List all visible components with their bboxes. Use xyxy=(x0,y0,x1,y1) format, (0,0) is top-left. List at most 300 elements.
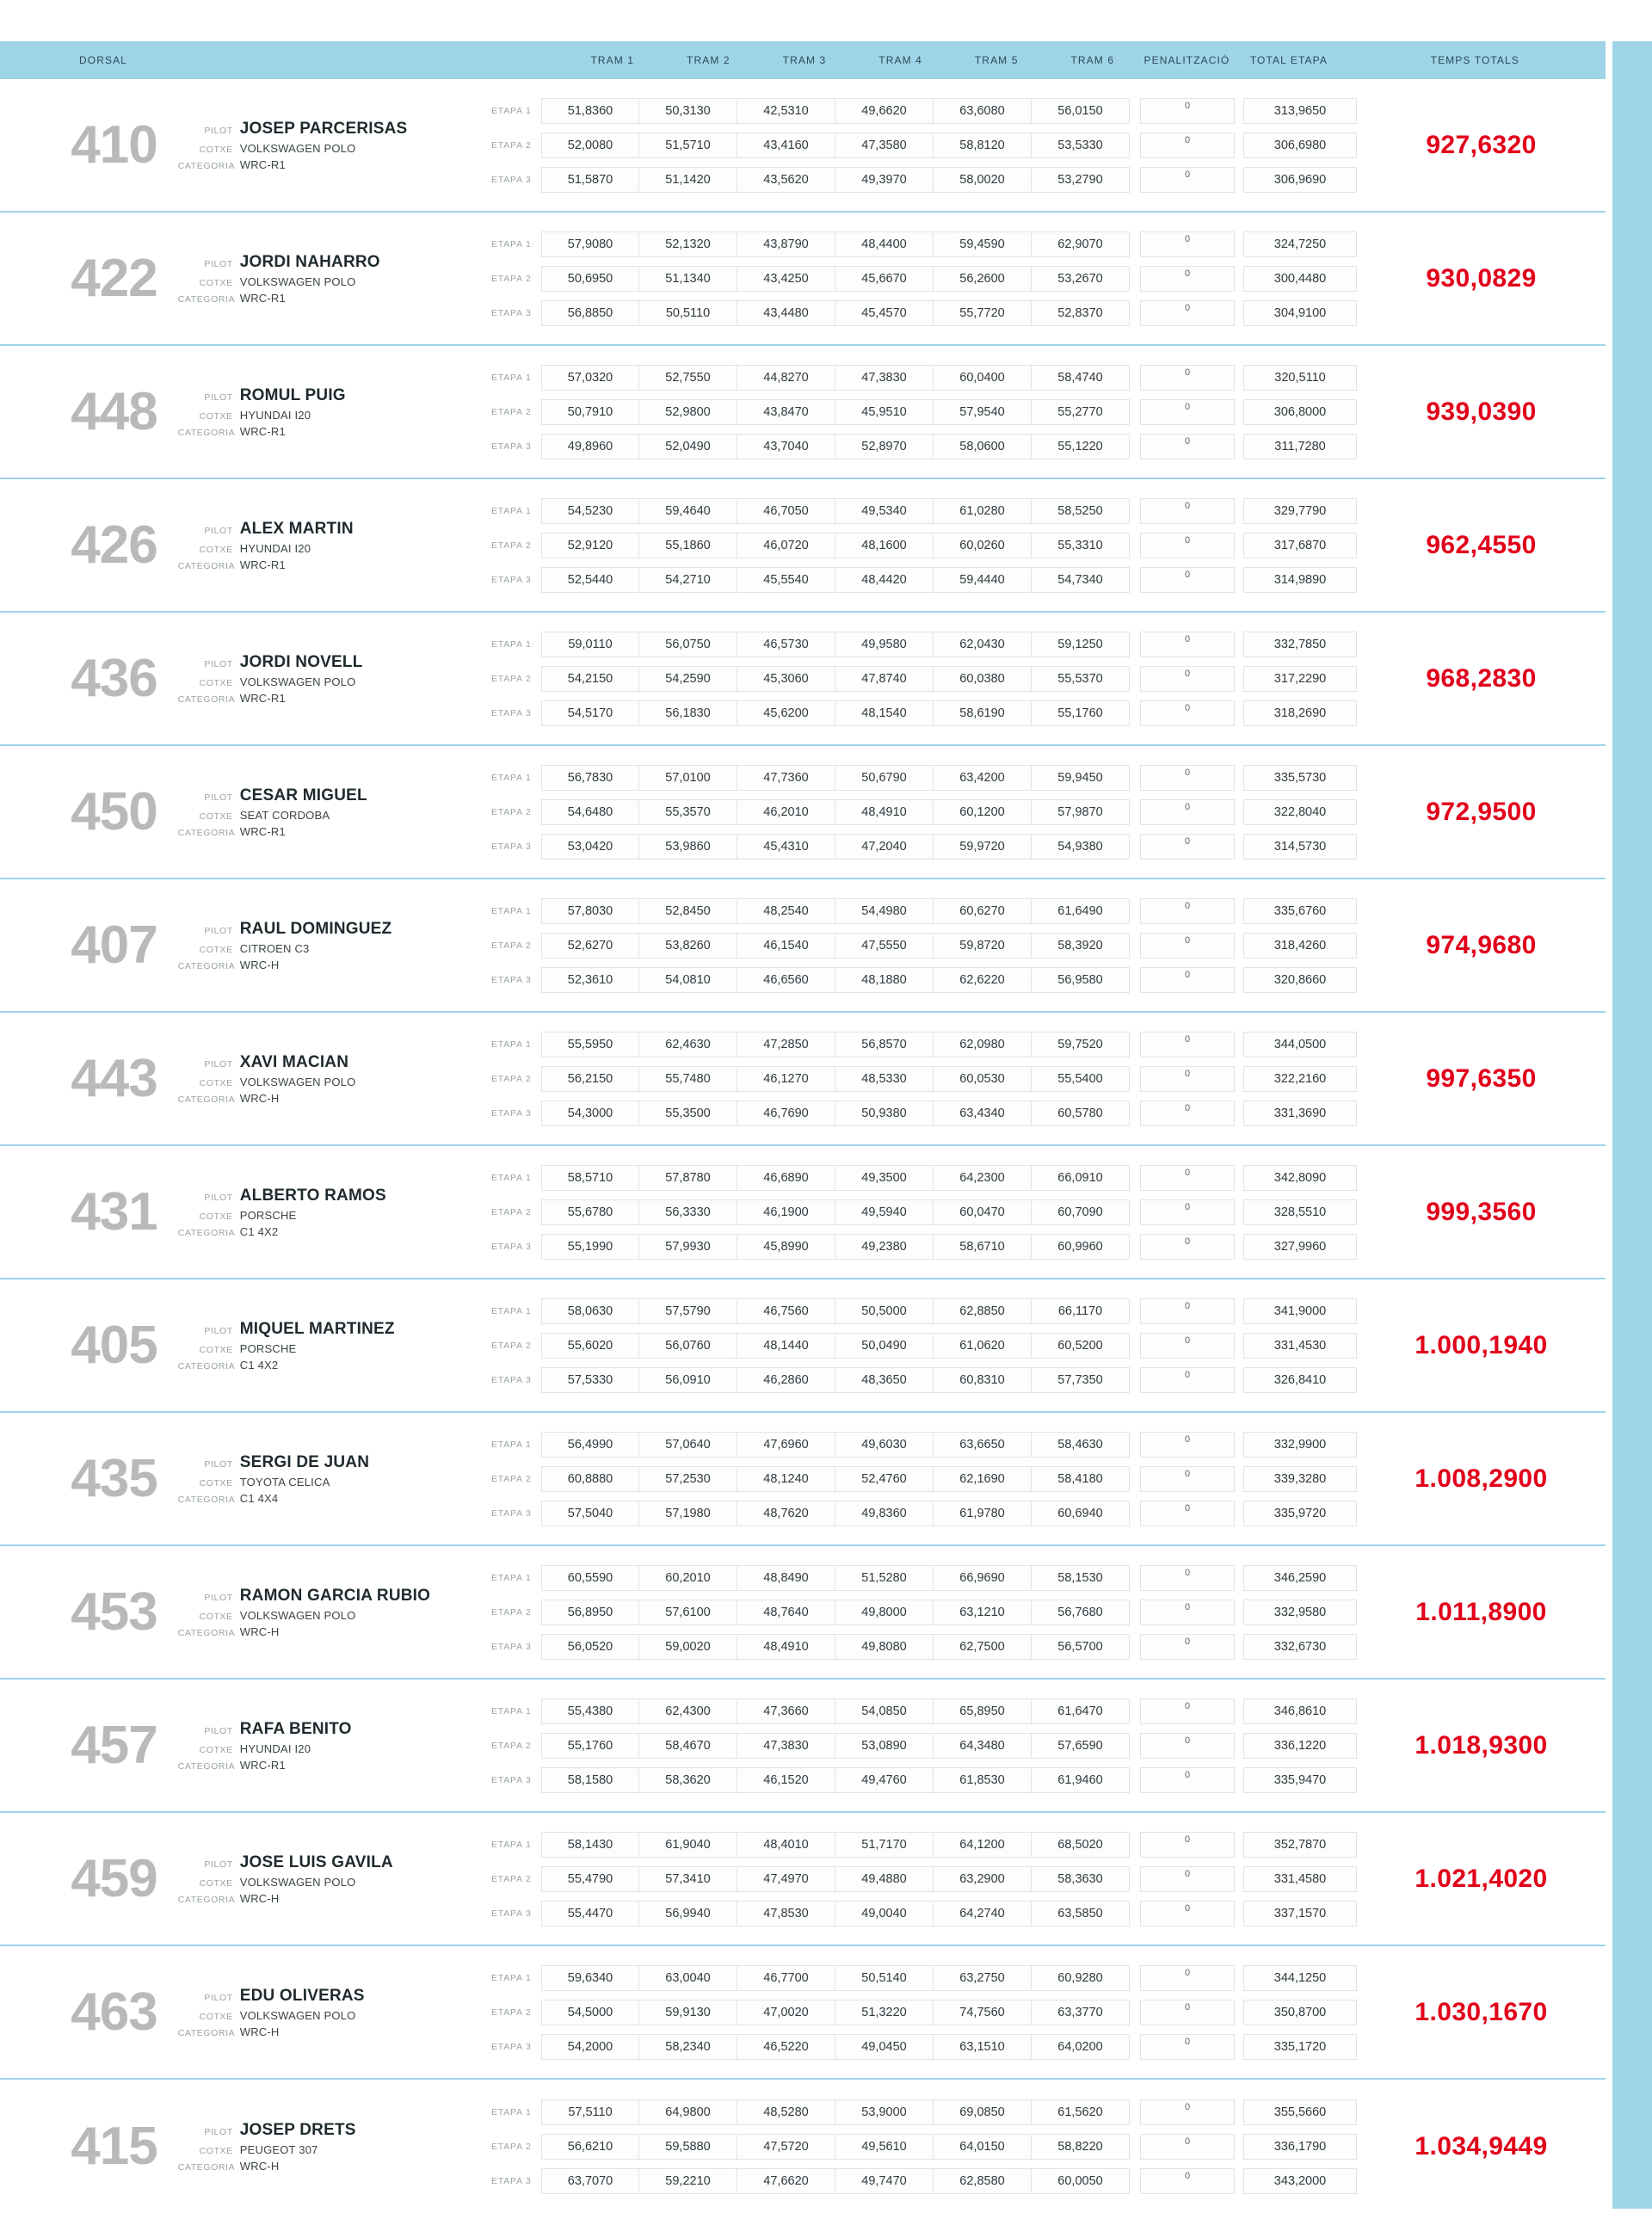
tram-time-cell: 52,8970 xyxy=(835,434,934,459)
stage-label: ETAPA 3 xyxy=(491,1774,532,1785)
label-categoria: CATEGORIA xyxy=(177,2027,236,2038)
tram-time-cell: 54,4980 xyxy=(835,898,934,924)
penalty-cell: 0 xyxy=(1140,2134,1235,2160)
tram-time-cell: 58,3630 xyxy=(1032,1866,1130,1892)
penalty-cell: 0 xyxy=(1140,666,1235,692)
stage-row xyxy=(483,1828,1357,1862)
info-line-pilot xyxy=(178,1187,483,1205)
tram-time-cell: 59,4590 xyxy=(934,231,1032,257)
label-pilot: PILOT xyxy=(204,391,233,403)
stage-row xyxy=(483,296,1357,330)
stage-total-cell: 335,1720 xyxy=(1243,2034,1357,2060)
tram-time-cell: 45,6200 xyxy=(737,700,835,726)
tram-time-cell: 69,0850 xyxy=(934,2099,1032,2125)
total-time-cell xyxy=(1357,1813,1606,1945)
dorsal-cell xyxy=(0,213,170,344)
tram-time-cell: 62,9070 xyxy=(1032,231,1130,257)
tram-time-cell: 57,9540 xyxy=(934,399,1032,425)
tram-time-cell: 63,3770 xyxy=(1032,2000,1130,2025)
penalty-cell: 0 xyxy=(1140,1199,1235,1225)
tram-time-cell: 59,6340 xyxy=(541,1965,639,1991)
tram-time-cell: 50,3130 xyxy=(639,98,737,124)
dorsal-number: 443 xyxy=(71,1048,157,1108)
stage-label: ETAPA 1 xyxy=(491,1972,532,1983)
stage-row xyxy=(483,795,1357,829)
penalty-cell: 0 xyxy=(1140,1565,1235,1591)
stage-total-cell: 306,8000 xyxy=(1243,399,1357,425)
stage-label: ETAPA 2 xyxy=(491,1340,532,1351)
tram-time-cell: 57,6590 xyxy=(1032,1733,1130,1759)
tram-time-cell: 59,9450 xyxy=(1032,765,1130,791)
tram-time-cell: 54,7340 xyxy=(1032,567,1130,593)
tram-time-cell: 57,9930 xyxy=(639,1234,737,1260)
stage-label: ETAPA 3 xyxy=(491,174,532,185)
stage-label: ETAPA 3 xyxy=(491,1641,532,1652)
tram-time-cell: 48,3650 xyxy=(835,1367,934,1393)
tram-time-cell: 43,8790 xyxy=(737,231,835,257)
label-pilot: PILOT xyxy=(204,525,233,536)
penalty-cell: 0 xyxy=(1140,1901,1235,1926)
label-pilot: PILOT xyxy=(204,792,233,803)
tram-time-cell: 63,4200 xyxy=(934,765,1032,791)
info-line-pilot xyxy=(178,786,483,805)
tram-time-cell: 62,0980 xyxy=(934,1032,1032,1057)
value-categoria: WRC-R1 xyxy=(239,157,286,171)
tram-time-cell: 43,4250 xyxy=(737,266,835,292)
table-row xyxy=(0,613,1606,746)
tram-time-cell: 46,1270 xyxy=(737,1066,835,1092)
tram-time-cell: 49,8360 xyxy=(835,1501,934,1526)
tram-time-cell: 56,8950 xyxy=(541,1600,639,1625)
label-pilot: PILOT xyxy=(204,2126,233,2137)
info-line-pilot xyxy=(178,1320,483,1339)
tram-time-cell: 65,8950 xyxy=(934,1698,1032,1724)
stage-row xyxy=(483,1294,1357,1328)
stage-row xyxy=(483,1027,1357,1062)
stage-total-cell: 355,5660 xyxy=(1243,2099,1357,2125)
tram-time-cell: 55,7720 xyxy=(934,300,1032,326)
tram-time-cell: 56,8570 xyxy=(835,1032,934,1057)
dorsal-cell xyxy=(0,1946,170,2078)
tram-time-cell: 58,0600 xyxy=(934,434,1032,459)
value-pilot: JOSEP PARCERISAS xyxy=(239,119,408,138)
tram-time-cell: 57,5790 xyxy=(639,1298,737,1324)
tram-time-cell: 43,4160 xyxy=(737,133,835,158)
tram-time-cell: 53,9000 xyxy=(835,2099,934,2125)
tram-time-cell: 59,9130 xyxy=(639,2000,737,2025)
driver-info xyxy=(170,613,483,744)
tram-time-cell: 47,6620 xyxy=(737,2168,835,2194)
tram-time-cell: 54,2710 xyxy=(639,567,737,593)
tram-time-cell: 57,0320 xyxy=(541,365,639,391)
stage-row xyxy=(483,1363,1357,1397)
tram-time-cell: 48,1600 xyxy=(835,533,934,558)
label-categoria: CATEGORIA xyxy=(177,560,236,571)
total-time-value: 999,3560 xyxy=(1426,1197,1537,1226)
stage-row xyxy=(483,1763,1357,1797)
stage-total-cell: 344,1250 xyxy=(1243,1965,1357,1991)
driver-info xyxy=(170,346,483,478)
table-header xyxy=(0,41,1606,79)
label-pilot: PILOT xyxy=(204,258,233,269)
label-categoria: CATEGORIA xyxy=(177,960,236,971)
penalty-cell: 0 xyxy=(1140,1032,1235,1057)
tram-time-cell: 52,1320 xyxy=(639,231,737,257)
table-row xyxy=(0,1413,1606,1546)
info-line-pilot xyxy=(178,920,483,939)
tram-time-cell: 42,5310 xyxy=(737,98,835,124)
stage-label: ETAPA 1 xyxy=(491,1572,532,1583)
total-time-cell xyxy=(1357,479,1606,611)
stage-total-cell: 326,8410 xyxy=(1243,1367,1357,1393)
tram-time-cell: 49,0040 xyxy=(835,1901,934,1926)
label-pilot: PILOT xyxy=(204,125,233,136)
stage-total-cell: 342,8090 xyxy=(1243,1165,1357,1191)
stage-total-cell: 352,7870 xyxy=(1243,1832,1357,1858)
stage-label: ETAPA 2 xyxy=(491,1606,532,1618)
tram-time-cell: 48,5280 xyxy=(737,2099,835,2125)
tram-time-cell: 48,4910 xyxy=(835,799,934,825)
dorsal-number: 457 xyxy=(71,1715,157,1775)
tram-time-cell: 50,6790 xyxy=(835,765,934,791)
tram-time-cell: 52,6270 xyxy=(541,933,639,959)
value-categoria: WRC-H xyxy=(239,1624,280,1638)
tram-time-cell: 57,8780 xyxy=(639,1165,737,1191)
tram-time-cell: 55,5370 xyxy=(1032,666,1130,692)
penalty-cell: 0 xyxy=(1140,2168,1235,2194)
tram-time-cell: 51,1340 xyxy=(639,266,737,292)
tram-time-cell: 58,3920 xyxy=(1032,933,1130,959)
dorsal-number: 435 xyxy=(71,1448,157,1508)
info-line-cotxe xyxy=(178,809,483,822)
tram-time-cell: 58,1430 xyxy=(541,1832,639,1858)
tram-time-cell: 56,9940 xyxy=(639,1901,737,1926)
value-pilot: ALBERTO RAMOS xyxy=(239,1186,386,1205)
tram-time-cell: 50,5140 xyxy=(835,1965,934,1991)
dorsal-number: 463 xyxy=(71,1982,157,2042)
value-cotxe: VOLKSWAGEN POLO xyxy=(239,1608,356,1622)
tram-time-cell: 59,7520 xyxy=(1032,1032,1130,1057)
tram-time-cell: 46,7050 xyxy=(737,498,835,524)
label-pilot: PILOT xyxy=(204,1458,233,1470)
total-time-cell xyxy=(1357,1680,1606,1811)
tram-time-cell: 64,0150 xyxy=(934,2134,1032,2160)
tram-time-cell: 54,3000 xyxy=(541,1100,639,1126)
stage-total-cell: 331,4580 xyxy=(1243,1866,1357,1892)
info-line-cotxe xyxy=(178,1609,483,1622)
tram-time-cell: 63,1510 xyxy=(934,2034,1032,2060)
results-rows xyxy=(0,79,1606,2213)
stage-row xyxy=(483,963,1357,997)
tram-time-cell: 60,0470 xyxy=(934,1199,1032,1225)
dorsal-number: 436 xyxy=(71,648,157,708)
tram-time-cell: 56,4990 xyxy=(541,1432,639,1458)
stage-total-cell: 318,2690 xyxy=(1243,700,1357,726)
value-categoria: WRC-R1 xyxy=(239,1758,286,1772)
tram-time-cell: 49,2380 xyxy=(835,1234,934,1260)
label-cotxe: COTXE xyxy=(199,1344,233,1355)
stage-row xyxy=(483,1328,1357,1363)
tram-time-cell: 48,4420 xyxy=(835,567,934,593)
info-line-cotxe xyxy=(178,1076,483,1088)
tram-time-cell: 58,2340 xyxy=(639,2034,737,2060)
tram-time-cell: 58,5710 xyxy=(541,1165,639,1191)
tram-time-cell: 63,7070 xyxy=(541,2168,639,2194)
tram-time-cell: 55,4790 xyxy=(541,1866,639,1892)
stage-label: ETAPA 3 xyxy=(491,1107,532,1119)
tram-time-cell: 62,0430 xyxy=(934,632,1032,657)
penalty-cell: 0 xyxy=(1140,1832,1235,1858)
dorsal-number: 453 xyxy=(71,1581,157,1642)
dorsal-cell xyxy=(0,1680,170,1811)
stage-total-cell: 317,6870 xyxy=(1243,533,1357,558)
stage-total-cell: 331,4530 xyxy=(1243,1333,1357,1359)
dorsal-number: 459 xyxy=(71,1848,157,1908)
tram-time-cell: 53,2790 xyxy=(1032,167,1130,193)
total-time-cell xyxy=(1357,1146,1606,1278)
stage-row xyxy=(483,696,1357,730)
stage-total-cell: 332,6730 xyxy=(1243,1634,1357,1660)
penalty-cell: 0 xyxy=(1140,399,1235,425)
tram-time-cell: 64,3480 xyxy=(934,1733,1032,1759)
tram-time-cell: 43,4480 xyxy=(737,300,835,326)
tram-time-cell: 63,6650 xyxy=(934,1432,1032,1458)
tram-time-cell: 61,5620 xyxy=(1032,2099,1130,2125)
header-tram-2: TRAM 2 xyxy=(687,54,730,66)
tram-time-cell: 56,5700 xyxy=(1032,1634,1130,1660)
tram-time-cell: 54,2150 xyxy=(541,666,639,692)
stage-total-cell: 314,9890 xyxy=(1243,567,1357,593)
stage-label: ETAPA 3 xyxy=(491,574,532,585)
tram-time-cell: 61,9040 xyxy=(639,1832,737,1858)
label-cotxe: COTXE xyxy=(199,1744,233,1755)
info-line-pilot xyxy=(178,1587,483,1606)
stage-label: ETAPA 1 xyxy=(491,1039,532,1050)
dorsal-cell xyxy=(0,613,170,744)
value-categoria: WRC-R1 xyxy=(239,558,286,571)
tram-time-cell: 57,0100 xyxy=(639,765,737,791)
penalty-cell: 0 xyxy=(1140,834,1235,860)
tram-time-cell: 50,5000 xyxy=(835,1298,934,1324)
tram-time-cell: 57,5040 xyxy=(541,1501,639,1526)
stage-total-cell: 328,5510 xyxy=(1243,1199,1357,1225)
stage-row xyxy=(483,1561,1357,1595)
tram-time-cell: 60,6940 xyxy=(1032,1501,1130,1526)
stage-row xyxy=(483,262,1357,296)
label-pilot: PILOT xyxy=(204,1992,233,2003)
label-pilot: PILOT xyxy=(204,1592,233,1603)
tram-time-cell: 51,5710 xyxy=(639,133,737,158)
dorsal-number: 450 xyxy=(71,781,157,841)
tram-time-cell: 55,1760 xyxy=(1032,700,1130,726)
tram-time-cell: 49,6620 xyxy=(835,98,934,124)
penalty-cell: 0 xyxy=(1140,300,1235,326)
table-row xyxy=(0,1813,1606,1946)
info-line-categoria xyxy=(178,1092,483,1105)
tram-time-cell: 45,8990 xyxy=(737,1234,835,1260)
tram-time-cell: 47,3830 xyxy=(737,1733,835,1759)
tram-time-cell: 58,4670 xyxy=(639,1733,737,1759)
stage-times-table xyxy=(483,79,1357,211)
stage-row xyxy=(483,1862,1357,1896)
driver-info xyxy=(170,1813,483,1945)
tram-time-cell: 55,6020 xyxy=(541,1333,639,1359)
stage-row xyxy=(483,1595,1357,1630)
info-line-cotxe xyxy=(178,675,483,688)
dorsal-number: 405 xyxy=(71,1315,157,1375)
tram-time-cell: 63,1210 xyxy=(934,1600,1032,1625)
stage-label: ETAPA 1 xyxy=(491,905,532,916)
info-line-pilot xyxy=(178,1987,483,2006)
total-time-value: 930,0829 xyxy=(1426,263,1537,293)
tram-time-cell: 60,0530 xyxy=(934,1066,1032,1092)
dorsal-number: 407 xyxy=(71,915,157,975)
stage-times-table xyxy=(483,1546,1357,1678)
tram-time-cell: 54,5000 xyxy=(541,2000,639,2025)
label-cotxe: COTXE xyxy=(199,1477,233,1489)
penalty-cell: 0 xyxy=(1140,365,1235,391)
total-time-value: 968,2830 xyxy=(1426,663,1537,693)
stage-label: ETAPA 2 xyxy=(491,940,532,951)
tram-time-cell: 50,5110 xyxy=(639,300,737,326)
label-categoria: CATEGORIA xyxy=(177,293,236,305)
table-row xyxy=(0,1946,1606,2080)
tram-time-cell: 56,0760 xyxy=(639,1333,737,1359)
stage-row xyxy=(483,1630,1357,1664)
tram-time-cell: 61,6490 xyxy=(1032,898,1130,924)
stage-total-cell: 341,9000 xyxy=(1243,1298,1357,1324)
info-line-categoria xyxy=(178,158,483,171)
tram-time-cell: 60,0260 xyxy=(934,533,1032,558)
stage-total-cell: 327,9960 xyxy=(1243,1234,1357,1260)
info-line-categoria xyxy=(178,292,483,305)
value-pilot: EDU OLIVERAS xyxy=(239,1986,365,2005)
info-line-cotxe xyxy=(178,1209,483,1222)
tram-time-cell: 43,8470 xyxy=(737,399,835,425)
driver-info xyxy=(170,79,483,211)
stage-row xyxy=(483,1995,1357,2030)
stage-label: ETAPA 2 xyxy=(491,806,532,817)
value-cotxe: TOYOTA CELICA xyxy=(239,1475,330,1489)
value-pilot: RAUL DOMINGUEZ xyxy=(239,919,392,938)
stage-label: ETAPA 1 xyxy=(491,238,532,250)
tram-time-cell: 58,0020 xyxy=(934,167,1032,193)
info-line-cotxe xyxy=(178,1876,483,1889)
tram-time-cell: 57,9080 xyxy=(541,231,639,257)
stage-row xyxy=(483,528,1357,563)
label-categoria: CATEGORIA xyxy=(177,1894,236,1905)
stage-label: ETAPA 1 xyxy=(491,1705,532,1717)
stage-row xyxy=(483,2095,1357,2130)
stage-label: ETAPA 1 xyxy=(491,505,532,516)
stage-label: ETAPA 2 xyxy=(491,673,532,684)
stage-label: ETAPA 3 xyxy=(491,307,532,318)
value-cotxe: HYUNDAI I20 xyxy=(239,541,311,555)
tram-time-cell: 68,5020 xyxy=(1032,1832,1130,1858)
tram-time-cell: 47,0020 xyxy=(737,2000,835,2025)
value-pilot: XAVI MACIAN xyxy=(239,1052,349,1071)
tram-time-cell: 59,1250 xyxy=(1032,632,1130,657)
results-content xyxy=(0,41,1606,2213)
value-pilot: JORDI NAHARRO xyxy=(239,252,380,271)
tram-time-cell: 62,8850 xyxy=(934,1298,1032,1324)
tram-time-cell: 59,0110 xyxy=(541,632,639,657)
tram-time-cell: 54,0810 xyxy=(639,967,737,993)
tram-time-cell: 52,5440 xyxy=(541,567,639,593)
label-cotxe: COTXE xyxy=(199,277,233,288)
driver-info xyxy=(170,213,483,344)
tram-time-cell: 59,0020 xyxy=(639,1634,737,1660)
tram-time-cell: 49,4760 xyxy=(835,1767,934,1793)
penalty-cell: 0 xyxy=(1140,2099,1235,2125)
tram-time-cell: 57,7350 xyxy=(1032,1367,1130,1393)
tram-time-cell: 61,0620 xyxy=(934,1333,1032,1359)
header-dorsal: DORSAL xyxy=(79,54,127,66)
stage-total-cell: 322,8040 xyxy=(1243,799,1357,825)
tram-time-cell: 61,9780 xyxy=(934,1501,1032,1526)
stage-times-table xyxy=(483,213,1357,344)
info-line-cotxe xyxy=(178,1476,483,1489)
driver-info xyxy=(170,1413,483,1544)
stage-label: ETAPA 3 xyxy=(491,1908,532,1919)
label-pilot: PILOT xyxy=(204,1859,233,1870)
info-line-cotxe xyxy=(178,1742,483,1755)
tram-time-cell: 52,9800 xyxy=(639,399,737,425)
tram-time-cell: 59,2210 xyxy=(639,2168,737,2194)
stage-row xyxy=(483,1096,1357,1131)
stage-label: ETAPA 1 xyxy=(491,372,532,383)
dorsal-cell xyxy=(0,1546,170,1678)
tram-time-cell: 55,3310 xyxy=(1032,533,1130,558)
tram-time-cell: 66,9690 xyxy=(934,1565,1032,1591)
tram-time-cell: 56,2150 xyxy=(541,1066,639,1092)
tram-time-cell: 50,6950 xyxy=(541,266,639,292)
dorsal-cell xyxy=(0,1813,170,1945)
value-categoria: WRC-R1 xyxy=(239,424,286,438)
value-pilot: RAFA BENITO xyxy=(239,1719,352,1738)
info-line-categoria xyxy=(178,1759,483,1772)
stage-total-cell: 331,3690 xyxy=(1243,1100,1357,1126)
total-time-cell xyxy=(1357,1946,1606,2078)
info-line-cotxe xyxy=(178,542,483,555)
penalty-cell: 0 xyxy=(1140,133,1235,158)
info-line-cotxe xyxy=(178,275,483,288)
penalty-cell: 0 xyxy=(1140,898,1235,924)
value-pilot: MIQUEL MARTINEZ xyxy=(239,1319,395,1338)
tram-time-cell: 52,9120 xyxy=(541,533,639,558)
total-time-value: 1.011,8900 xyxy=(1415,1597,1547,1626)
value-categoria: C1 4X2 xyxy=(239,1224,279,1238)
stage-total-cell: 304,9100 xyxy=(1243,300,1357,326)
tram-time-cell: 60,5590 xyxy=(541,1565,639,1591)
stage-total-cell: 320,5110 xyxy=(1243,365,1357,391)
info-line-pilot xyxy=(178,1720,483,1739)
tram-time-cell: 56,0910 xyxy=(639,1367,737,1393)
stage-label: ETAPA 2 xyxy=(491,539,532,551)
total-time-value: 1.000,1940 xyxy=(1415,1330,1548,1359)
table-row xyxy=(0,1146,1606,1279)
stage-row xyxy=(483,1195,1357,1230)
tram-time-cell: 62,8580 xyxy=(934,2168,1032,2194)
stage-row xyxy=(483,1961,1357,1995)
tram-time-cell: 46,5220 xyxy=(737,2034,835,2060)
stage-row xyxy=(483,1161,1357,1195)
tram-time-cell: 62,4630 xyxy=(639,1032,737,1057)
tram-time-cell: 62,7500 xyxy=(934,1634,1032,1660)
stage-times-table xyxy=(483,1813,1357,1945)
table-row xyxy=(0,1013,1606,1146)
driver-info xyxy=(170,1680,483,1811)
